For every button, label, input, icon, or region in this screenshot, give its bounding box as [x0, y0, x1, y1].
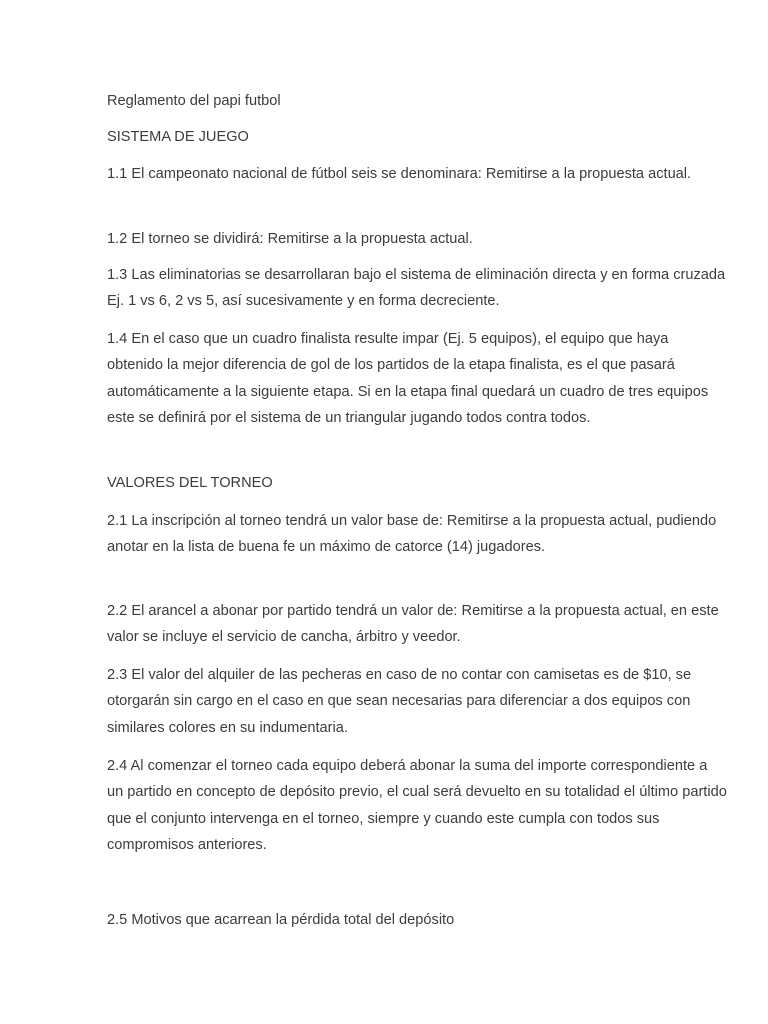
paragraph-1-4: 1.4 En el caso que un cuadro finalista resulte impar (Ej. 5 equipos), el equipo que haya obtenido la mejor diferencia de gol de los partidos de la etapa finalista, es el que pasará automáticamente a la siguiente etapa. Si en la etapa final quedará un cuadro de tres equipos este se definirá por el sistema de un triangular jugando todos contra todos.: [107, 331, 709, 427]
paragraph-1-1: 1.1 El campeonato nacional de fútbol seis se denominara: Remitirse a la propuesta actual.: [107, 166, 692, 182]
section-heading-valores-del-torneo: VALORES DEL TORNEO: [107, 475, 273, 491]
paragraph-2-2: 2.2 El arancel a abonar por partido tendrá un valor de: Remitirse a la propuesta actual, en este valor se incluye el servicio de cancha, árbitro y veedor.: [107, 603, 719, 646]
paragraph-2-1: 2.1 La inscripción al torneo tendrá un valor base de: Remitirse a la propuesta actual, pudiendo anotar en la lista de buena fe un máximo de catorce (14) jugadores.: [107, 513, 717, 556]
section-heading-sistema-de-juego: SISTEMA DE JUEGO: [107, 129, 249, 145]
paragraph-2-4: 2.4 Al comenzar el torneo cada equipo deberá abonar la suma del importe correspondiente a un partido en concepto de depósito previo, el cual será devuelto en su totalidad el último partido que el conjunto intervenga en el torneo, siempre y cuando este cumpla con todos sus compromisos anteriores.: [107, 758, 727, 854]
paragraph-1-3: 1.3 Las eliminatorias se desarrollaran bajo el sistema de eliminación directa y en forma cruzada Ej. 1 vs 6, 2 vs 5, así sucesivamente y en forma decreciente.: [107, 267, 726, 310]
paragraph-2-5: 2.5 Motivos que acarrean la pérdida total del depósito: [107, 912, 455, 928]
paragraph-2-3: 2.3 El valor del alquiler de las pecheras en caso de no contar con camisetas es de $10, se otorgarán sin cargo en el caso en que sean necesarias para diferenciar a dos equipos con similares colores en su indumentaria.: [107, 667, 692, 736]
document-title: Reglamento del papi futbol: [107, 93, 281, 109]
paragraph-1-2: 1.2 El torneo se dividirá: Remitirse a la propuesta actual.: [107, 231, 473, 247]
